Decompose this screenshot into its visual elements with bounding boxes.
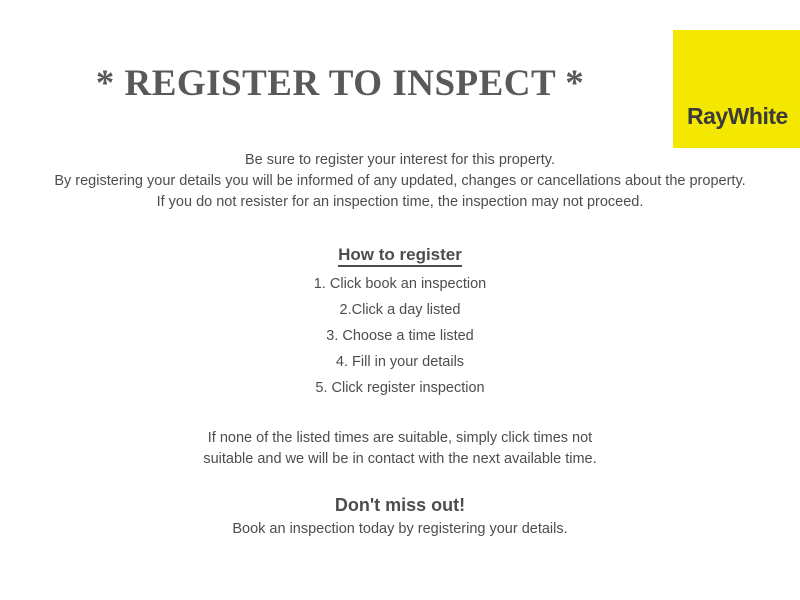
step-item: 3. Choose a time listed: [326, 328, 474, 344]
raywhite-logo-text: RayWhite: [687, 103, 788, 129]
step-item: 4. Fill in your details: [335, 354, 465, 370]
page-title: * REGISTER TO INSPECT *: [95, 63, 585, 104]
intro-paragraph: [0, 150, 800, 213]
intro-line-1: Be sure to register your interest for this property.: [244, 152, 555, 168]
note-line-1: If none of the listed times are suitable, simply click times not: [207, 430, 593, 446]
intro-line-3: If you do not resister for an inspection time, the inspection may not proceed.: [156, 194, 644, 210]
step-item: 2.Click a day listed: [339, 302, 461, 318]
raywhite-logo: [673, 30, 800, 148]
intro-line-2: By registering your details you will be informed of any updated, changes or cancellations about the property.: [54, 173, 746, 189]
closing-text: Book an inspection today by registering your details.: [232, 521, 568, 537]
how-to-register-steps: [0, 271, 800, 401]
how-to-register-heading-text: How to register: [338, 245, 462, 267]
step-item: 5. Click register inspection: [315, 380, 485, 396]
how-to-register-heading: [0, 245, 800, 265]
closing-heading: Don't miss out!: [334, 495, 466, 515]
step-item: 1. Click book an inspection: [313, 276, 487, 292]
alternative-times-note: [0, 428, 800, 470]
note-line-2: suitable and we will be in contact with the next available time.: [203, 451, 597, 467]
